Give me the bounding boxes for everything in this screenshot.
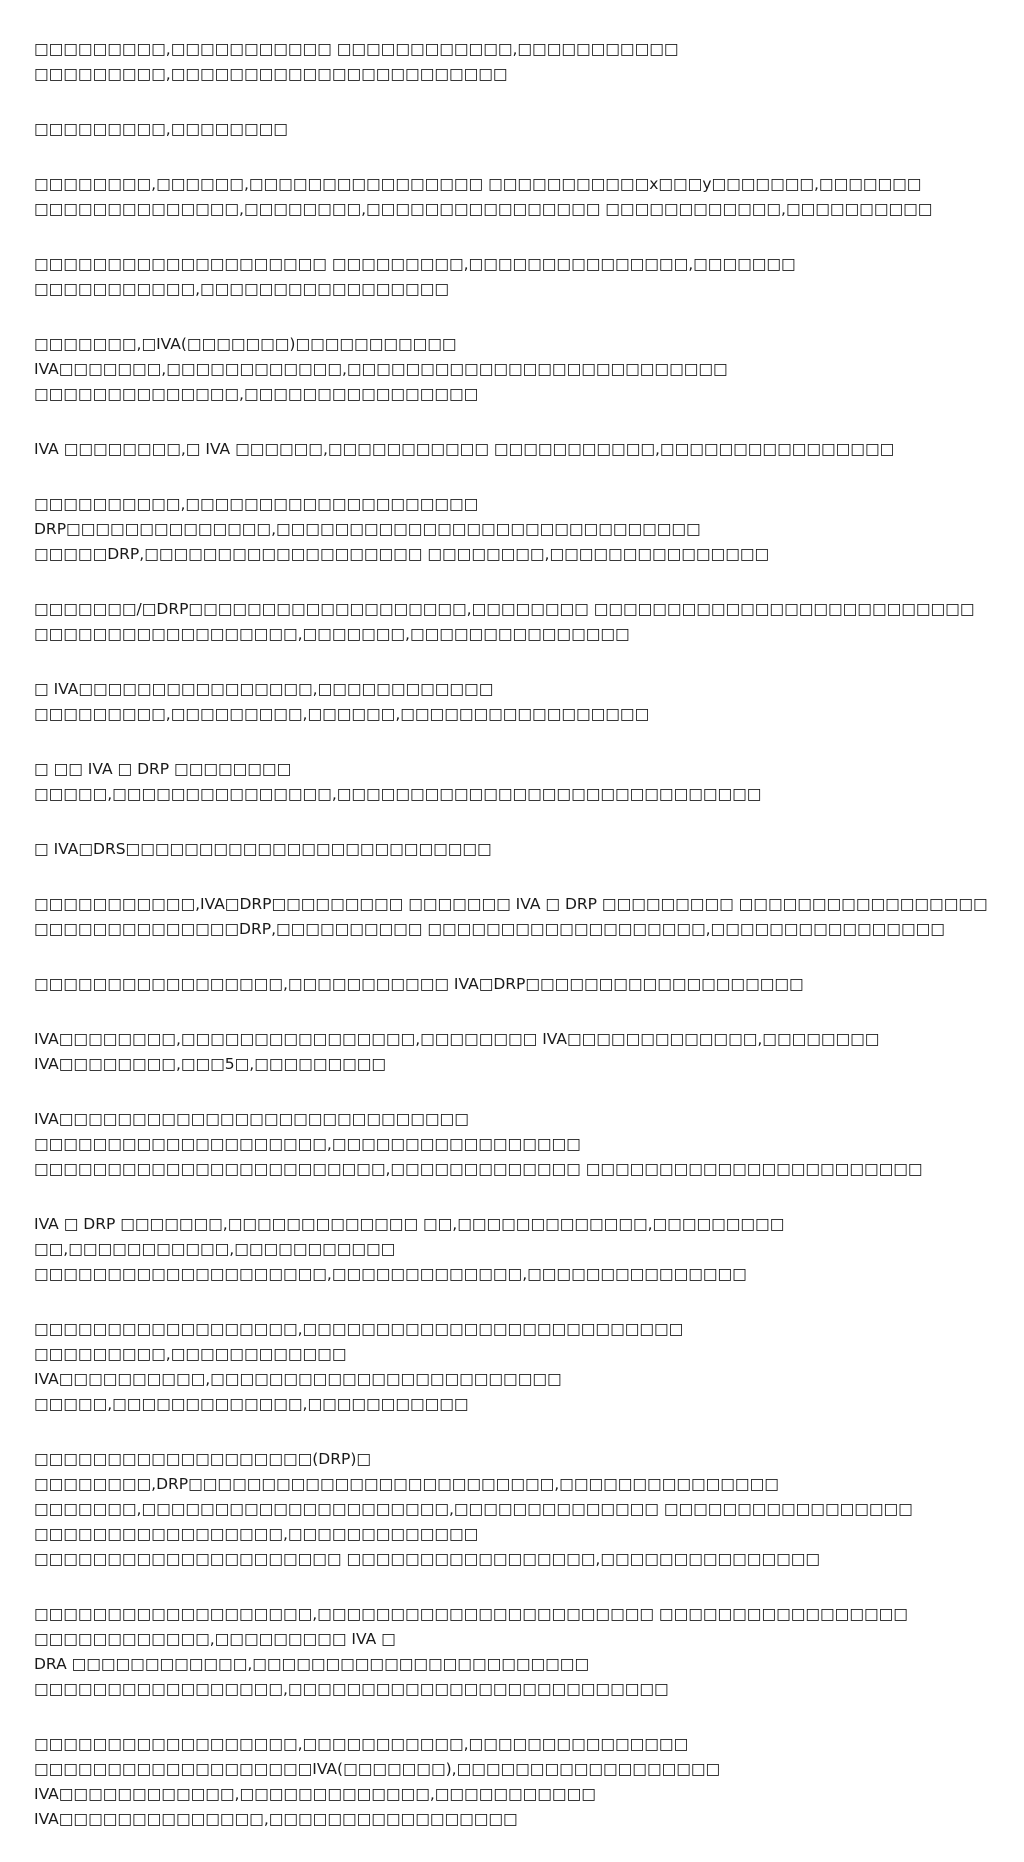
paragraph-13: □□□□□□□□□□□□□□□□□,□□□□□□□□□□□ IVA□DRP□□□□□□□□□□□□□□□□□□□ — [34, 975, 804, 993]
paragraph-16: IVA □ DRP □□□□□□□,□□□□□□□□□□□□□ □□,□□□□□□□□□□□□□,□□□□□□□□□ □□,□□□□□□□□□□□,□□□□□□□□□□□ □□□□□□□□□□□□□□□□□□□□,□□□□□□□□□□□□□,□□□□□□□□□□□□□□□ — [34, 1215, 785, 1283]
paragraph-2: □□□□□□□□□,□□□□□□□□ — [34, 120, 288, 138]
paragraph-5: □□□□□□□,□IVA(□□□□□□□)□□□□□□□□□□□ IVA□□□□□□□,□□□□□□□□□□□□,□□□□□□□□□□□□□□□□□□□□□□□□□□ □□□□□□□□□□□□□□,□□□□□□□□□□□□□□□□ — [34, 335, 728, 403]
paragraph-1: □□□□□□□□□,□□□□□□□□□□□ □□□□□□□□□□□□,□□□□□□□□□□□ □□□□□□□□□,□□□□□□□□□□□□□□□□□□□□□□□ — [34, 40, 684, 83]
paragraph-11: □ IVA□DRS□□□□□□□□□□□□□□□□□□□□□□□□□ — [34, 840, 492, 858]
paragraph-19: □□□□□□□□□□□□□□□□□□□,□□□□□□□□□□□□□□□□□□□□□□□ □□□□□□□□□□□□□□□□□ □□□□□□□□□□□□,□□□□□□□□□ IVA □ DRA □□□□□□□□□□□□,□□□□□□□□□□□□□□□□□□□□□□□ □□□□□□□□□□□□□□□□□,□□□□□□□□□□□□□□□□□□□□□□□□□□ — [34, 1605, 908, 1698]
paragraph-4: □□□□□□□□□□□□□□□□□□□□ □□□□□□□□□,□□□□□□□□□□□□□□□,□□□□□□□ □□□□□□□□□□□,□□□□□□□□□□□□□□□□□ — [34, 255, 801, 298]
paragraph-18: □□□□□□□□□□□□□□□□□□□(DRP)□ □□□□□□□□,DRP□□□□□□□□□□□□□□□□□□□□□□□□□,□□□□□□□□□□□□□□□ □□□□□□□,□□□□□□□□□□□□□□□□□□□□□,□□□□□□□□□□□□□□ □□□□□□□□□□□□□□□□□ □□□□□□□□□□□□□□□□□,□□□□□□□□□□□□□ □□□□□□□□□□□□□□□□□□□□□ □□□□□□□□□□□□□□□□□,□□□□□□□□□□□□□□□ — [34, 1450, 913, 1568]
paragraph-10: □ □□ IVA □ DRP □□□□□□□□ □□□□□,□□□□□□□□□□□□□□□,□□□□□□□□□□□□□□□□□□□□□□□□□□□□□ — [34, 760, 762, 803]
paragraph-6: IVA □□□□□□□□,□ IVA □□□□□□,□□□□□□□□□□□ □□□□□□□□□□□,□□□□□□□□□□□□□□□□ — [34, 440, 895, 458]
paragraph-8: □□□□□□□/□DRP□□□□□□□□□□□□□□□□□□□,□□□□□□□□ □□□□□□□□□□□□□□□□□□□□□□□□□□ □□□□□□□□□□□□□□□□□□,□□□□□□□,□□□□□□□□□□□□□□□ — [34, 600, 975, 643]
paragraph-15: IVA□□□□□□□□□□□□□□□□□□□□□□□□□□□□ □□□□□□□□□□□□□□□□□□□□,□□□□□□□□□□□□□□□□□ □□□□□□□□□□□□□□□□□□□□□□□□,□□□□□□□□□□□□□ □□□□□□□□□□□□□□□□□□□□□□□ — [34, 1110, 923, 1178]
document-body — [34, 37, 994, 1862]
paragraph-7: □□□□□□□□□□,□□□□□□□□□□□□□□□□□□□□ DRP□□□□□□□□□□□□□□,□□□□□□□□□□□□□□□□□□□□□□□□□□□□□ □□□□□DRP,□□□□□□□□□□□□□□□□□□□ □□□□□□□□,□□□□□□□□□□□□□□□ — [34, 495, 770, 563]
paragraph-17: □□□□□□□□□□□□□□□□□□,□□□□□□□□□□□□□□□□□□□□□□□□□□ □□□□□□□□□,□□□□□□□□□□□□ IVA□□□□□□□□□□,□□□□□□□□□□□□□□□□□□□□□□□□ □□□□□,□□□□□□□□□□□□□,□□□□□□□□□□□ — [34, 1320, 684, 1413]
paragraph-3: □□□□□□□□,□□□□□□,□□□□□□□□□□□□□□□□ □□□□□□□□□□□x□□□y□□□□□□□,□□□□□□□ □□□□□□□□□□□□□□,□□□□□□□□,□□□□□□□□□□□□□□□□ □□□□□□□□□□□□,□□□□□□□□□□ — [34, 175, 933, 218]
paragraph-12: □□□□□□□□□□□,IVA□DRP□□□□□□□□□ □□□□□□□ IVA □ DRP □□□□□□□□□ □□□□□□□□□□□□□□□□□ □□□□□□□□□□□□□□DRP,□□□□□□□□□□ □□□□□□□□□□□□□□□□□□□,□□□□□□□□□□□□□□□□ — [34, 895, 988, 938]
paragraph-20: □□□□□□□□□□□□□□□□□□,□□□□□□□□□□□,□□□□□□□□□□□□□□□ □□□□□□□□□□□□□□□□□□□IVA(□□□□□□□),□□□□□□□□□□□□□□□□□□ IVA□□□□□□□□□□□□,□□□□□□□□□□□□□,□□□□□□□□□□□ IVA□□□□□□□□□□□□□□,□□□□□□□□□□□□□□□□□ — [34, 1735, 721, 1828]
paragraph-14: IVA□□□□□□□□,□□□□□□□□□□□□□□□□,□□□□□□□□ IVA□□□□□□□□□□□□□,□□□□□□□□ IVA□□□□□□□□,□□□5□,□□□□□□□□□ — [34, 1030, 885, 1073]
paragraph-9: □ IVA□□□□□□□□□□□□□□□□,□□□□□□□□□□□□ □□□□□□□□□,□□□□□□□□□,□□□□□□,□□□□□□□□□□□□□□□□□ — [34, 680, 650, 723]
